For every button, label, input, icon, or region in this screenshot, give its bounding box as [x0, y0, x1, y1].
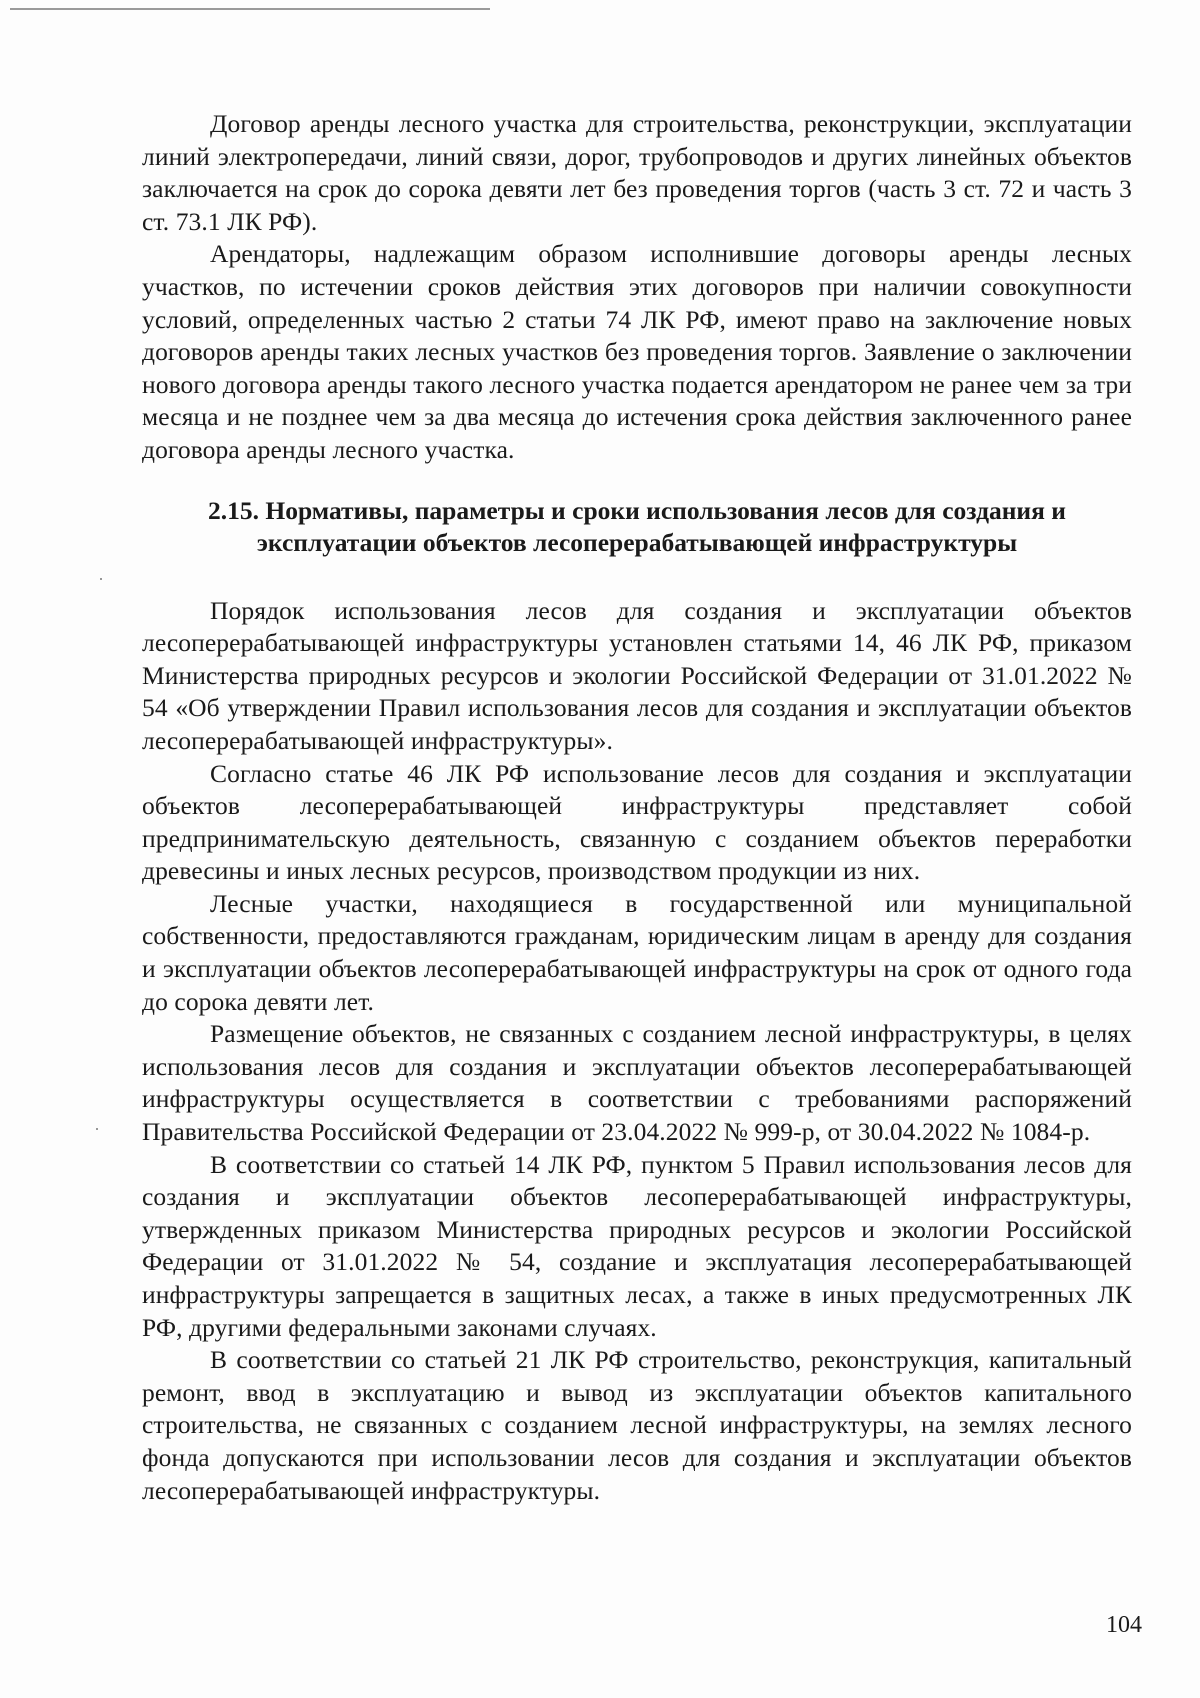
- document-body: [142, 108, 1132, 1507]
- scan-speck: [100, 578, 102, 580]
- section-heading-line2: эксплуатации объектов лесоперерабатывающей инфраструктуры: [256, 527, 1018, 557]
- paragraph-article-14: В соответствии со статьей 14 ЛК РФ, пунктом 5 Правил использования лесов для создания и эксплуатации объектов лесоперерабатывающей инфраструктуры, утвержденных приказом Министерства природных ресурсов и экологии Российской Федерации от 31.01.2022 № 54, создание и эксплуатация лесоперерабатывающей инфраструктуры запрещается в защитных лесах, а также в иных предусмотренных ЛК РФ, другими федеральными законами случаях.: [142, 1149, 1132, 1342]
- paragraph-lease-renewal: Арендаторы, надлежащим образом исполнившие договоры аренды лесных участков, по истечении сроков действия этих договоров при наличии совокупности условий, определенных частью 2 статьи 74 ЛК РФ, имеют право на заключение новых договоров аренды таких лесных участков без проведения торгов. Заявление о заключении нового договора аренды такого лесного участка подается арендатором не ранее чем за три месяца и не позднее чем за два месяца до истечения срока действия заключенного ранее договора аренды лесного участка.: [142, 239, 1132, 464]
- paragraph-placement: Размещение объектов, не связанных с созданием лесной инфраструктуры, в целях использования лесов для создания и эксплуатации объектов лесоперерабатывающей инфраструктуры осуществляется в соответствии с требованиями распоряжений Правительства Российской Федерации от 23.04.2022 № 999-р, от 30.04.2022 № 1084-р.: [142, 1019, 1132, 1147]
- paragraph-procedure: Порядок использования лесов для создания и эксплуатации объектов лесоперерабатывающей инфраструктуры установлен статьями 14, 46 ЛК РФ, приказом Министерства природных ресурсов и экологии Российской Федерации от 31.01.2022 № 54 «Об утверждении Правил использования лесов для создания и эксплуатации объектов лесоперерабатывающей инфраструктуры».: [142, 595, 1132, 755]
- paragraph-article-46: Согласно статье 46 ЛК РФ использование лесов для создания и эксплуатации объектов лесоперерабатывающей инфраструктуры представляет собой предпринимательскую деятельность, связанную с созданием объектов переработки древесины и иных лесных ресурсов, производством продукции из них.: [142, 758, 1132, 886]
- page-number: 104: [1106, 1612, 1142, 1638]
- paragraph-lease-linear-objects: Договор аренды лесного участка для строительства, реконструкции, эксплуатации линий электропередачи, линий связи, дорог, трубопроводов и других линейных объектов заключается на срок до сорока девяти лет без проведения торгов (часть 3 ст. 72 и часть 3 ст. 73.1 ЛК РФ).: [142, 109, 1132, 236]
- scan-top-rule: [10, 8, 490, 10]
- section-heading-2-15: [142, 495, 1132, 559]
- paragraph-lease-term: Лесные участки, находящиеся в государственной или муниципальной собственности, предоставляются гражданам, юридическим лицам в аренду для создания и эксплуатации объектов лесоперерабатывающей инфраструктуры на срок от одного года до сорока девяти лет.: [142, 888, 1132, 1016]
- section-heading-line1: 2.15. Нормативы, параметры и сроки использования лесов для создания и: [208, 495, 1066, 525]
- paragraph-article-21: В соответствии со статьей 21 ЛК РФ строительство, реконструкция, капитальный ремонт, ввод в эксплуатацию и вывод из эксплуатации объектов капитального строительства, не связанных с созданием лесной инфраструктуры, на землях лесного фонда допускаются при использовании лесов для создания и эксплуатации объектов лесоперерабатывающей инфраструктуры.: [142, 1345, 1132, 1505]
- scan-speck: [96, 1128, 98, 1130]
